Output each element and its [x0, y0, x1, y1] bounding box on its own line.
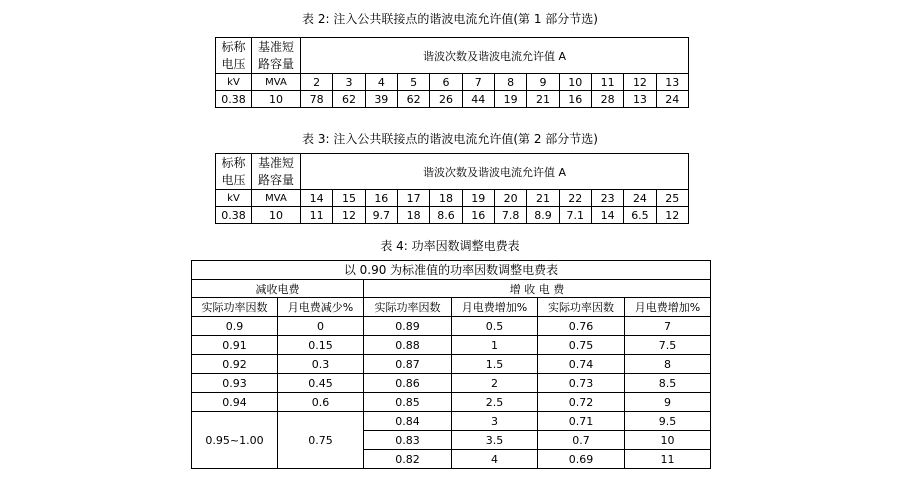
table-cell: 0.74	[538, 355, 625, 374]
harmonic-order: 6	[430, 74, 462, 91]
table-cell: 4	[452, 450, 538, 469]
harmonic-value: 9.7	[365, 207, 397, 224]
table-cell: 0.94	[192, 393, 278, 412]
increase-charge-header: 增 收 电 费	[364, 280, 711, 298]
merged-power-factor-cell: 0.95~1.00	[192, 412, 278, 469]
unit-mva: MVA	[252, 190, 301, 207]
harmonic-order: 18	[430, 190, 462, 207]
table-cell: 0.3	[278, 355, 364, 374]
table-cell: 8	[625, 355, 711, 374]
voltage-value: 0.38	[216, 91, 252, 108]
harmonic-order: 16	[365, 190, 397, 207]
harmonic-value: 62	[333, 91, 365, 108]
table-cell: 7.5	[625, 336, 711, 355]
table-cell: 0.73	[538, 374, 625, 393]
table-cell: 0.45	[278, 374, 364, 393]
harmonic-value: 8.6	[430, 207, 462, 224]
table4-caption: 表 4: 功率因数调整电费表	[380, 239, 520, 253]
harmonic-value: 7.1	[559, 207, 591, 224]
capacity-header: 基准短 路容量	[252, 38, 301, 74]
harmonic-value: 39	[365, 91, 397, 108]
harmonic-value: 16	[462, 207, 494, 224]
table-cell: 0.87	[364, 355, 452, 374]
unit-kv: kV	[216, 74, 252, 91]
harmonic-order: 21	[527, 190, 559, 207]
table3-caption: 表 3: 注入公共联接点的谐波电流允许值(第 2 部分节选)	[302, 132, 598, 146]
table-cell: 9	[625, 393, 711, 412]
table2-caption: 表 2: 注入公共联接点的谐波电流允许值(第 1 部分节选)	[302, 12, 598, 26]
table-cell: 0.84	[364, 412, 452, 431]
harmonic-order: 25	[656, 190, 688, 207]
harmonic-order: 24	[624, 190, 656, 207]
capacity-header: 基准短 路容量	[252, 154, 301, 190]
table-row	[192, 412, 711, 431]
table-cell: 0	[278, 317, 364, 336]
harmonic-span-header: 谐波次数及谐波电流允许值 A	[301, 154, 689, 190]
column-header: 实际功率因数	[538, 298, 625, 317]
table-row	[192, 336, 711, 355]
harmonic-order: 17	[397, 190, 429, 207]
harmonic-value: 21	[527, 91, 559, 108]
table-cell: 10	[625, 431, 711, 450]
harmonic-value: 44	[462, 91, 494, 108]
voltage-header: 标称 电压	[216, 154, 252, 190]
harmonic-order: 22	[559, 190, 591, 207]
harmonic-order: 9	[527, 74, 559, 91]
power-factor-table-title: 以 0.90 为标准值的功率因数调整电费表	[192, 261, 711, 280]
reduce-charge-header: 减收电费	[192, 280, 364, 298]
harmonic-order: 10	[559, 74, 591, 91]
unit-mva: MVA	[252, 74, 301, 91]
unit-kv: kV	[216, 190, 252, 207]
table-cell: 7	[625, 317, 711, 336]
harmonic-order: 3	[333, 74, 365, 91]
power-factor-table	[191, 260, 711, 469]
table-cell: 0.72	[538, 393, 625, 412]
harmonic-value: 13	[624, 91, 656, 108]
harmonic-value: 78	[301, 91, 333, 108]
harmonic-order: 20	[494, 190, 526, 207]
column-header: 实际功率因数	[364, 298, 452, 317]
table-row	[192, 317, 711, 336]
column-header: 月电费增加%	[452, 298, 538, 317]
harmonic-value: 6.5	[624, 207, 656, 224]
harmonic-order: 12	[624, 74, 656, 91]
harmonic-order: 23	[591, 190, 623, 207]
harmonic-order: 15	[333, 190, 365, 207]
table-cell: 0.91	[192, 336, 278, 355]
harmonic-value: 18	[397, 207, 429, 224]
table-cell: 0.86	[364, 374, 452, 393]
harmonic-order: 7	[462, 74, 494, 91]
harmonic-table-part2	[215, 153, 689, 224]
harmonic-value: 7.8	[494, 207, 526, 224]
table-cell: 0.76	[538, 317, 625, 336]
table-cell: 2	[452, 374, 538, 393]
harmonic-value: 24	[656, 91, 688, 108]
harmonic-value: 26	[430, 91, 462, 108]
table-row	[216, 91, 689, 108]
harmonic-value: 14	[591, 207, 623, 224]
voltage-header: 标称 电压	[216, 38, 252, 74]
table-cell: 11	[625, 450, 711, 469]
table-cell: 0.15	[278, 336, 364, 355]
column-header: 月电费减少%	[278, 298, 364, 317]
harmonic-order: 13	[656, 74, 688, 91]
table-cell: 0.6	[278, 393, 364, 412]
harmonic-value: 16	[559, 91, 591, 108]
table-cell: 2.5	[452, 393, 538, 412]
table-cell: 3.5	[452, 431, 538, 450]
harmonic-table-part1	[215, 37, 689, 108]
column-header: 月电费增加%	[625, 298, 711, 317]
column-header-row	[192, 298, 711, 317]
table-cell: 0.89	[364, 317, 452, 336]
table-row	[192, 355, 711, 374]
harmonic-order: 4	[365, 74, 397, 91]
harmonic-order: 19	[462, 190, 494, 207]
table-cell: 3	[452, 412, 538, 431]
harmonic-order: 2	[301, 74, 333, 91]
table-cell: 0.5	[452, 317, 538, 336]
table-row	[192, 374, 711, 393]
table-cell: 0.69	[538, 450, 625, 469]
harmonic-value: 28	[591, 91, 623, 108]
table-cell: 0.9	[192, 317, 278, 336]
table-cell: 0.75	[538, 336, 625, 355]
harmonic-value: 12	[333, 207, 365, 224]
table-cell: 1	[452, 336, 538, 355]
harmonic-value: 19	[494, 91, 526, 108]
unit-order-row	[216, 190, 689, 207]
merged-reduce-cell: 0.75	[278, 412, 364, 469]
harmonic-value: 12	[656, 207, 688, 224]
table-cell: 0.93	[192, 374, 278, 393]
unit-order-row	[216, 74, 689, 91]
harmonic-order: 5	[397, 74, 429, 91]
column-header: 实际功率因数	[192, 298, 278, 317]
harmonic-value: 62	[397, 91, 429, 108]
table-cell: 9.5	[625, 412, 711, 431]
harmonic-order: 8	[494, 74, 526, 91]
table-cell: 0.92	[192, 355, 278, 374]
capacity-value: 10	[252, 91, 301, 108]
harmonic-order: 14	[301, 190, 333, 207]
capacity-value: 10	[252, 207, 301, 224]
harmonic-value: 11	[301, 207, 333, 224]
table-cell: 0.83	[364, 431, 452, 450]
table-cell: 8.5	[625, 374, 711, 393]
table-cell: 0.82	[364, 450, 452, 469]
harmonic-value: 8.9	[527, 207, 559, 224]
table-cell: 1.5	[452, 355, 538, 374]
table-cell: 0.7	[538, 431, 625, 450]
harmonic-span-header: 谐波次数及谐波电流允许值 A	[301, 38, 689, 74]
table-row	[216, 207, 689, 224]
table-cell: 0.88	[364, 336, 452, 355]
voltage-value: 0.38	[216, 207, 252, 224]
table-cell: 0.85	[364, 393, 452, 412]
harmonic-order: 11	[591, 74, 623, 91]
table-cell: 0.71	[538, 412, 625, 431]
table-row	[192, 393, 711, 412]
